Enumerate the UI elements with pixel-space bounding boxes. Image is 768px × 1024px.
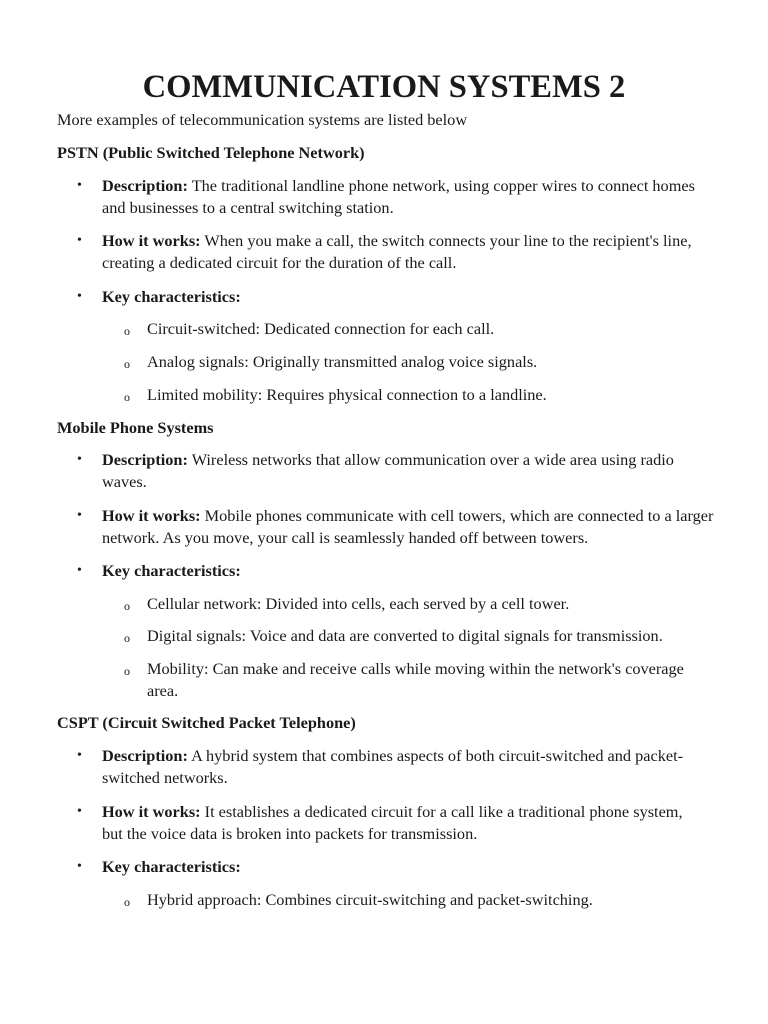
item-label: How it works: [102,802,201,821]
item-text: It establishes a dedicated circuit for a call like a traditional phone system, but the voice data is broken into packets for transmission. [102,802,683,843]
document-title: COMMUNICATION SYSTEMS 2 [142,69,626,105]
sub-list-item: Cellular network: Divided into cells, each served by a cell tower. [147,594,570,613]
sub-list-item: Digital signals: Voice and data are converted to digital signals for transmission. [147,626,663,645]
list-item-pstn-description [102,175,722,219]
item-label: Description: [102,746,188,765]
bullet-marker: • [77,508,82,523]
sub-bullet-marker: o [124,599,130,613]
sub-list-item: Circuit-switched: Dedicated connection for each call. [147,319,495,338]
sub-list-item: Hybrid approach: Combines circuit-switching and packet-switching. [147,890,593,909]
sub-bullet-marker: o [124,631,130,645]
bullet-marker: • [77,233,82,248]
item-label: How it works: [102,231,201,250]
list-item-cspt-how-it-works [102,801,702,845]
list-item-mobile-how-it-works [102,505,722,549]
bullet-marker: • [77,289,82,304]
sub-list-item: Analog signals: Originally transmitted analog voice signals. [147,352,538,371]
section-heading-mobile: Mobile Phone Systems [57,418,214,437]
item-text: Mobile phones communicate with cell towers, which are connected to a larger network. As you move, your call is seamlessly handed off between towers. [102,506,714,547]
list-item-cspt-key-characteristics [102,856,722,878]
bullet-marker: • [77,452,82,467]
list-item-cspt-description [102,745,702,789]
sub-bullet-marker: o [124,324,130,338]
section-heading-pstn: PSTN (Public Switched Telephone Network) [57,143,365,162]
bullet-marker: • [77,178,82,193]
item-text: A hybrid system that combines aspects of both circuit-switched and packet-switched networks. [102,746,684,787]
list-item-pstn-key-characteristics [102,286,722,308]
item-label: Key characteristics: [102,857,241,876]
sub-bullet-marker: o [124,664,130,678]
sub-bullet-marker: o [124,390,130,404]
sub-list-item: Limited mobility: Requires physical connection to a landline. [147,385,547,404]
bullet-marker: • [77,859,82,874]
list-item-mobile-description [102,449,722,493]
intro-text: More examples of telecommunication systems are listed below [57,110,468,129]
sub-bullet-marker: o [124,357,130,371]
item-label: How it works: [102,506,201,525]
bullet-marker: • [77,804,82,819]
item-label: Key characteristics: [102,561,241,580]
item-label: Key characteristics: [102,287,241,306]
item-text: When you make a call, the switch connects your line to the recipient's line, creating a dedicated circuit for the duration of the call. [102,231,692,272]
item-label: Description: [102,450,188,469]
item-label: Description: [102,176,188,195]
list-item-mobile-key-characteristics [102,560,722,582]
section-heading-cspt: CSPT (Circuit Switched Packet Telephone) [57,713,356,732]
sub-bullet-marker: o [124,895,130,909]
item-text: Wireless networks that allow communication over a wide area using radio waves. [102,450,674,491]
bullet-marker: • [77,563,82,578]
bullet-marker: • [77,748,82,763]
item-text: The traditional landline phone network, using copper wires to connect homes and businesses to a central switching station. [102,176,695,217]
list-item-pstn-how-it-works [102,230,722,274]
sub-list-item: Mobility: Can make and receive calls while moving within the network's coverage area. [147,659,684,700]
